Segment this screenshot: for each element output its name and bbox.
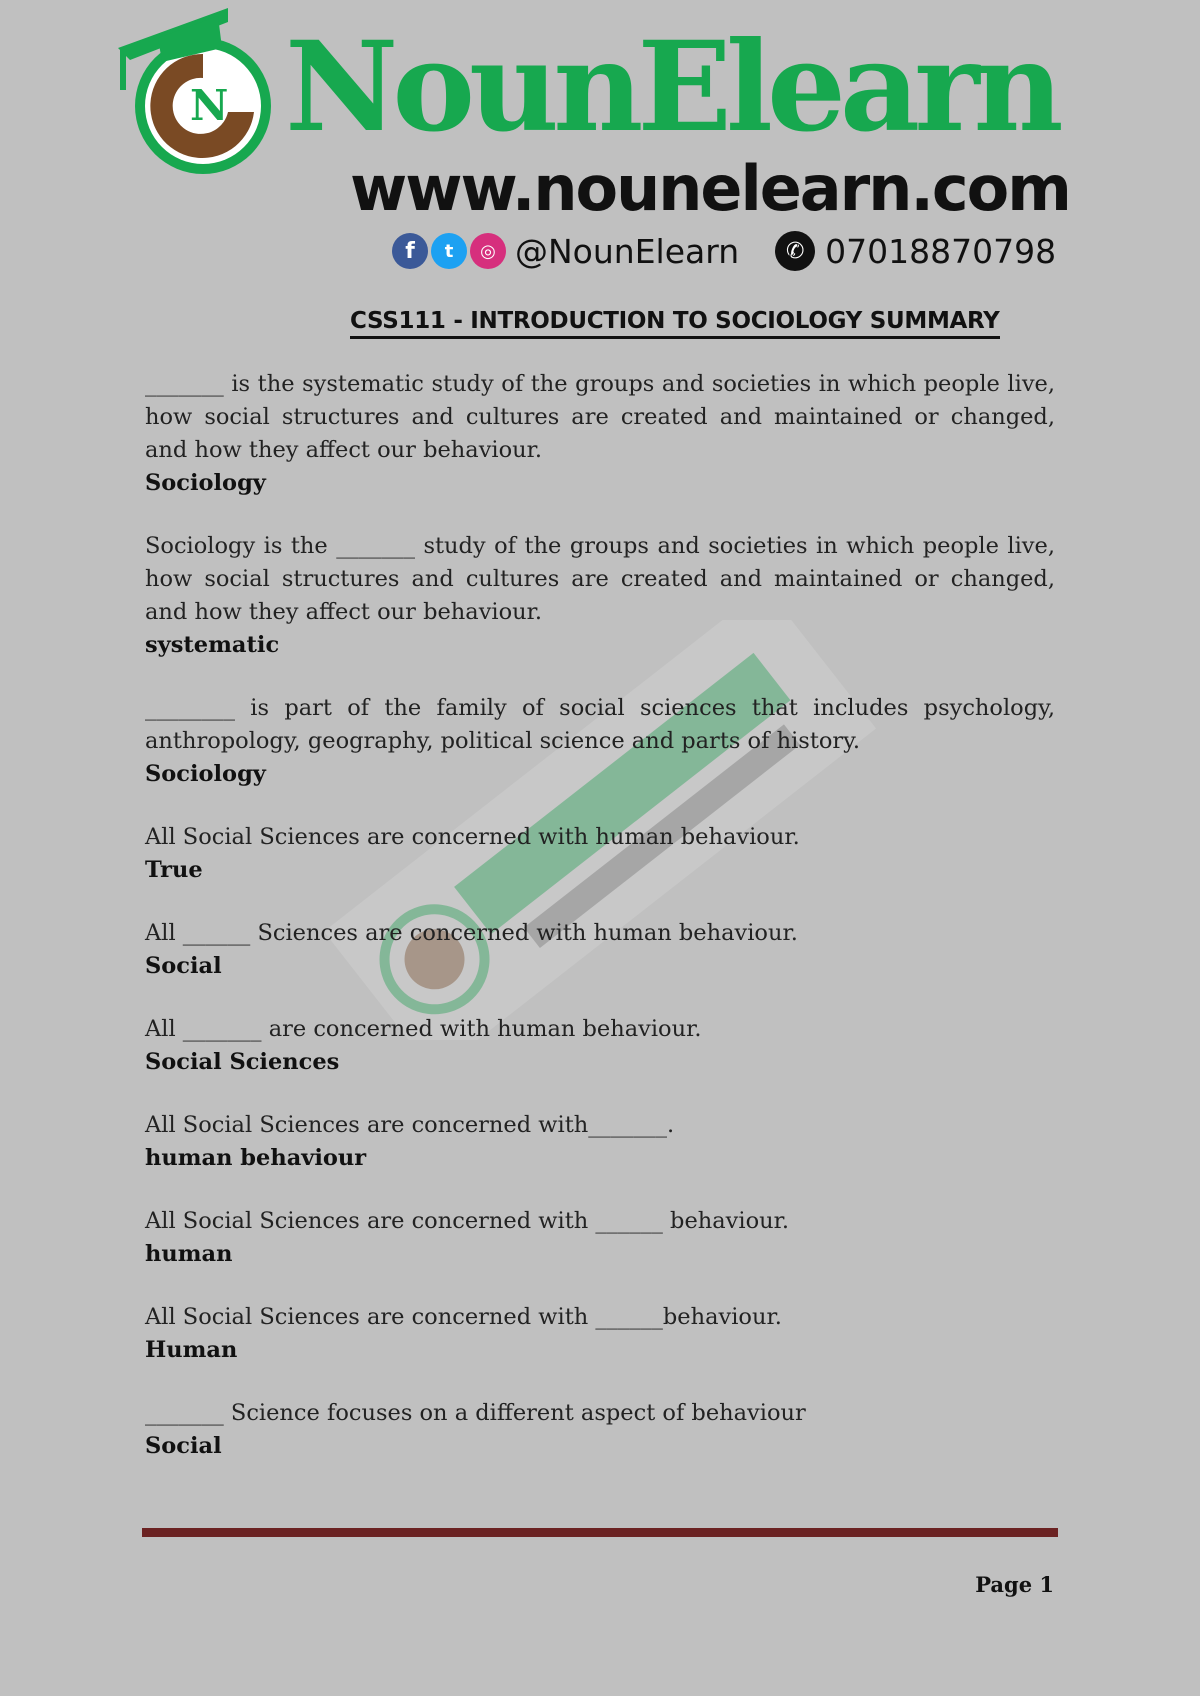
phone-number: 07018870798	[825, 231, 1057, 271]
contact-row	[392, 228, 1056, 274]
answer-text: Human	[145, 1337, 238, 1363]
answer-text: human	[145, 1241, 233, 1267]
question-text: ________ is part of the family of social sciences that includes psychology, anthropology, geography, political science and parts of history.	[145, 695, 1055, 754]
qa-item	[145, 1013, 1055, 1078]
question-text: All Social Sciences are concerned with human behaviour.	[145, 824, 800, 850]
phone-icon: ✆	[775, 231, 815, 271]
qa-item	[145, 1301, 1055, 1366]
facebook-icon: f	[392, 233, 428, 269]
answer-text: Social	[145, 953, 222, 979]
question-text: All _______ are concerned with human behaviour.	[145, 1016, 702, 1042]
answer-text: True	[145, 857, 203, 883]
question-text: All Social Sciences are concerned with_______.	[145, 1112, 675, 1138]
answer-text: Sociology	[145, 761, 266, 787]
question-text: All ______ Sciences are concerned with human behaviour.	[145, 920, 798, 946]
qa-item	[145, 1205, 1055, 1270]
question-text: All Social Sciences are concerned with ______behaviour.	[145, 1304, 782, 1330]
brand-name: NounElearn	[285, 15, 1058, 160]
answer-text: Sociology	[145, 470, 266, 496]
qa-item	[145, 917, 1055, 982]
qa-list	[145, 368, 1055, 1493]
website-url: www.nounelearn.com	[350, 152, 1070, 225]
qa-item	[145, 692, 1055, 790]
social-handle: @NounElearn	[515, 231, 740, 271]
question-text: All Social Sciences are concerned with ______ behaviour.	[145, 1208, 790, 1234]
question-text: _______ Science focuses on a different aspect of behaviour	[145, 1400, 806, 1426]
instagram-icon: ◎	[470, 233, 506, 269]
footer-divider	[142, 1528, 1058, 1537]
qa-item	[145, 530, 1055, 661]
answer-text: human behaviour	[145, 1145, 367, 1171]
document-title: CSS111 - INTRODUCTION TO SOCIOLOGY SUMMARY	[350, 308, 1000, 339]
qa-item	[145, 1109, 1055, 1174]
page-number: Page 1	[975, 1572, 1054, 1597]
qa-item	[145, 1397, 1055, 1462]
answer-text: systematic	[145, 632, 280, 658]
answer-text: Social Sciences	[145, 1049, 340, 1075]
question-text: Sociology is the _______ study of the groups and societies in which people live, how social structures and cultures are created and maintained or changed, and how they affect our behaviour.	[145, 533, 1055, 625]
nounelearn-logo-icon	[118, 8, 288, 183]
document-header	[0, 0, 1200, 290]
qa-item	[145, 368, 1055, 499]
twitter-icon: t	[431, 233, 467, 269]
qa-item	[145, 821, 1055, 886]
question-text: _______ is the systematic study of the groups and societies in which people live, how social structures and cultures are created and maintained or changed, and how they affect our behaviour.	[145, 371, 1055, 463]
svg-text:N: N	[190, 81, 229, 130]
answer-text: Social	[145, 1433, 222, 1459]
